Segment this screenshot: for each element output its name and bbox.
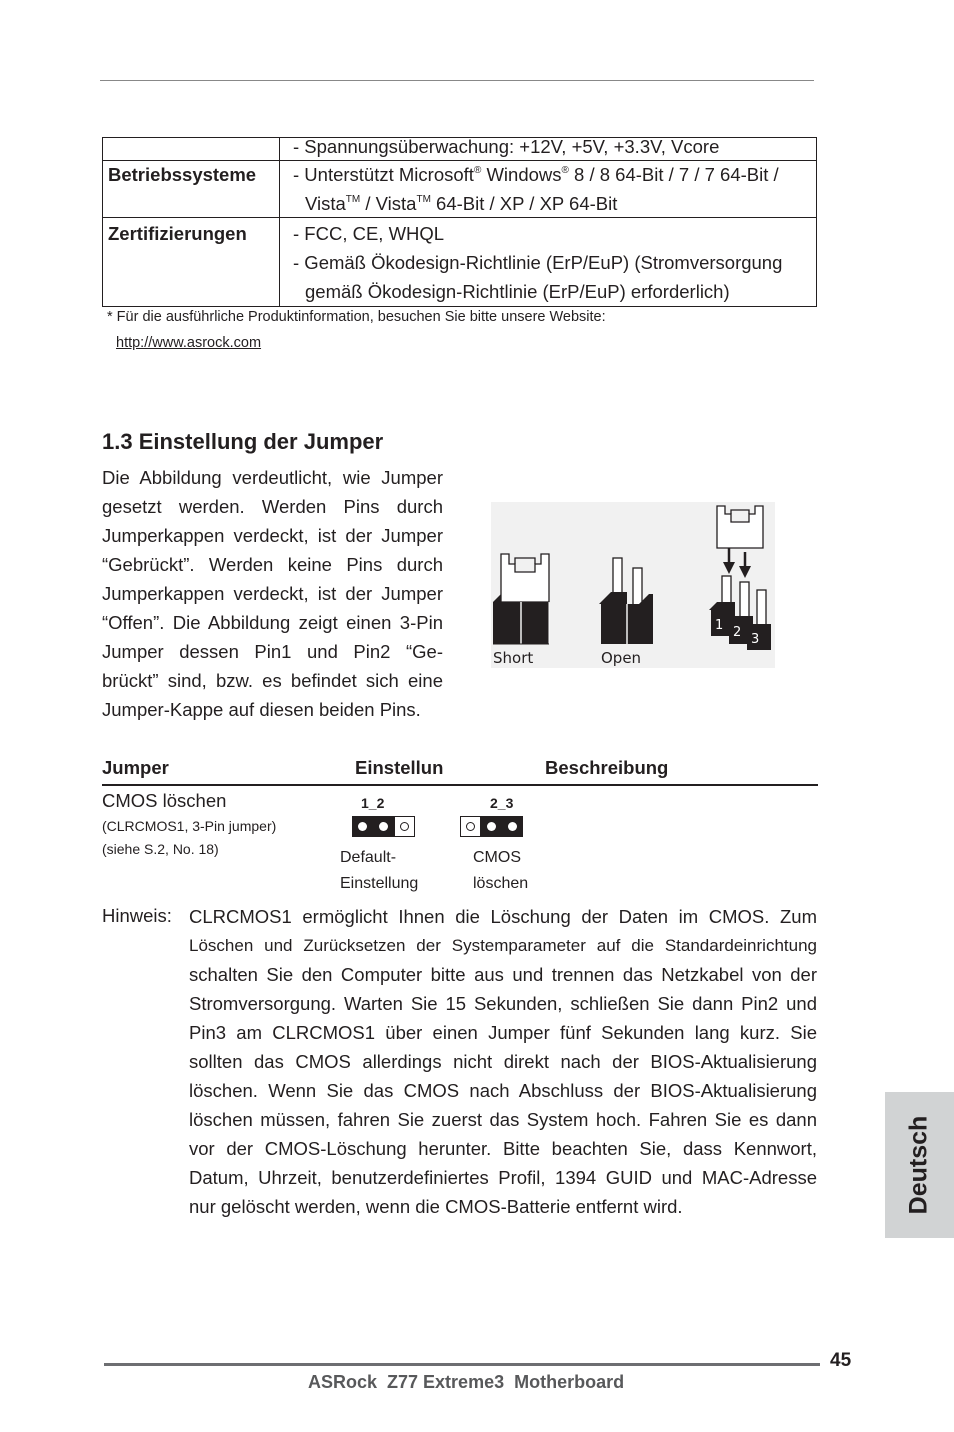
table-label-os: Betriebssysteme <box>108 164 257 185</box>
note-line: löschen müssen, fahren Sie zuerst das System hoch. Fahren Sie es dann <box>189 1109 817 1130</box>
table-cell-cert-line1: - FCC, CE, WHQL <box>293 223 445 244</box>
pin-open <box>394 816 415 837</box>
paragraph-line: Jumperkappen verdeckt, ist der Jumper <box>102 525 443 546</box>
jumper-figure <box>491 502 775 668</box>
table-row-divider <box>103 217 816 218</box>
page-number: 45 <box>830 1350 852 1371</box>
setting-1-2-label: 1_2 <box>361 795 385 811</box>
note-line: nur gelöscht werden, wenn die CMOS-Batterie entfernt wird. <box>189 1196 683 1217</box>
jumper-name: CMOS löschen <box>102 790 227 811</box>
paragraph-line: Jumper-Kappe auf diesen beiden Pins. <box>102 699 421 720</box>
table-cell-cert-line2: - Gemäß Ökodesign-Richtlinie (ErP/EuP) (Stromversorgung <box>293 252 783 273</box>
website-link[interactable]: http://www.asrock.com <box>116 335 262 351</box>
note-line: schalten Sie den Computer bitte aus und trennen das Netzkabel von der <box>189 964 817 985</box>
paragraph-line: Jumperkappen verdeckt, ist der Jumper <box>102 583 443 604</box>
note-line: Löschen und Zurücksetzen der Systemparameter auf die Standardeinrichtung <box>189 936 817 955</box>
note-line: CLRCMOS1 ermöglicht Ihnen die Löschung der Daten im CMOS. Zum <box>189 906 817 927</box>
table-row-divider <box>103 160 816 161</box>
footer-product: ASRock Z77 Extreme3 Motherboard <box>308 1372 625 1392</box>
footnote-text: * Für die ausführliche Produktinformation, besuchen Sie bitte unsere Website: <box>107 309 606 325</box>
note-line: Stromversorgung. Warten Sie 15 Sekunden, schließen Sie dann Pin2 und <box>189 993 817 1014</box>
paragraph-line: brückt” sind, bzw. es befindet sich eine <box>102 670 443 691</box>
setting-2-3-label: 2_3 <box>490 795 514 811</box>
pin3-label: 3 <box>751 632 760 647</box>
paragraph-line: gesetzt werden. Werden Pins durch <box>102 496 443 517</box>
note-line: Datum, Uhrzeit, benutzerdefiniertes Profil, 1394 GUID und MAC-Adresse <box>189 1167 817 1188</box>
pin-diagram-2-3 <box>460 816 524 838</box>
setting-2-3-caption: CMOS löschen <box>473 849 529 892</box>
pin1-label: 1 <box>715 618 724 633</box>
table-cell-voltage: - Spannungsüberwachung: +12V, +5V, +3.3V, Vcore <box>293 136 720 157</box>
note-line: vor der CMOS-Löschung herunter. Bitte beachten Sie, dass Kennwort, <box>189 1138 817 1159</box>
note-line: löschen. Wenn Sie das CMOS nach Abschluss der BIOS-Aktualisierung <box>189 1080 817 1101</box>
table-cell-os-line2: Vista™ / Vista™ 64-Bit / XP / XP 64-Bit <box>305 193 618 214</box>
language-side-tab <box>885 1092 954 1238</box>
table-column-divider <box>279 138 280 306</box>
pin-closed <box>502 816 523 837</box>
pin-diagram-1-2 <box>352 816 416 838</box>
note-paragraph <box>189 902 817 1221</box>
note-label: Hinweis: <box>102 905 172 926</box>
pin-closed <box>352 816 373 837</box>
paragraph-line: Jumper dessen Pin1 und Pin2 “Ge- <box>102 641 443 662</box>
column-header-description: Beschreibung <box>545 757 669 778</box>
pin2-label: 2 <box>733 625 742 640</box>
table-cell-os-line1: - Unterstützt Microsoft® Windows® 8 / 8 64-Bit / 7 / 7 64-Bit / <box>293 164 779 185</box>
table-label-certifications: Zertifizierungen <box>108 223 247 244</box>
section-title: 1.3 Einstellung der Jumper <box>102 429 384 454</box>
note-line: Pin3 am CLRCMOS1 über einen Jumper fünf Sekunden lang kurz. Sie <box>189 1022 817 1043</box>
short-label: Short <box>493 649 534 667</box>
section-paragraph <box>102 463 443 724</box>
column-header-setting: Einstellun <box>355 757 444 778</box>
open-label: Open <box>601 649 642 667</box>
table-cell-cert-line3: gemäß Ökodesign-Richtlinie (ErP/EuP) erforderlich) <box>305 281 730 302</box>
column-header-jumper: Jumper <box>102 757 169 778</box>
language-side-tab-label: Deutsch <box>904 1115 933 1215</box>
pin-closed <box>373 816 394 837</box>
jumper-reference: (siehe S.2, No. 18) <box>102 841 219 857</box>
jumper-subtitle: (CLRCMOS1, 3-Pin jumper) <box>102 818 277 834</box>
setting-1-2-caption: Default- Einstellung <box>340 849 419 892</box>
pin-open <box>460 816 481 837</box>
jumper-table-header-rule <box>102 784 818 786</box>
paragraph-line: “Offen”. Die Abbildung zeigt einen 3-Pin <box>102 612 443 633</box>
spec-table <box>102 137 817 307</box>
paragraph-line: Die Abbildung verdeutlicht, wie Jumper <box>102 467 443 488</box>
header-rule <box>100 80 814 81</box>
footer-rule <box>104 1363 820 1366</box>
pin-closed <box>481 816 502 837</box>
paragraph-line: “Gebrückt”. Werden keine Pins durch <box>102 554 443 575</box>
note-line: sollten das CMOS allerdings nicht direkt nach der BIOS-Aktualisierung <box>189 1051 817 1072</box>
